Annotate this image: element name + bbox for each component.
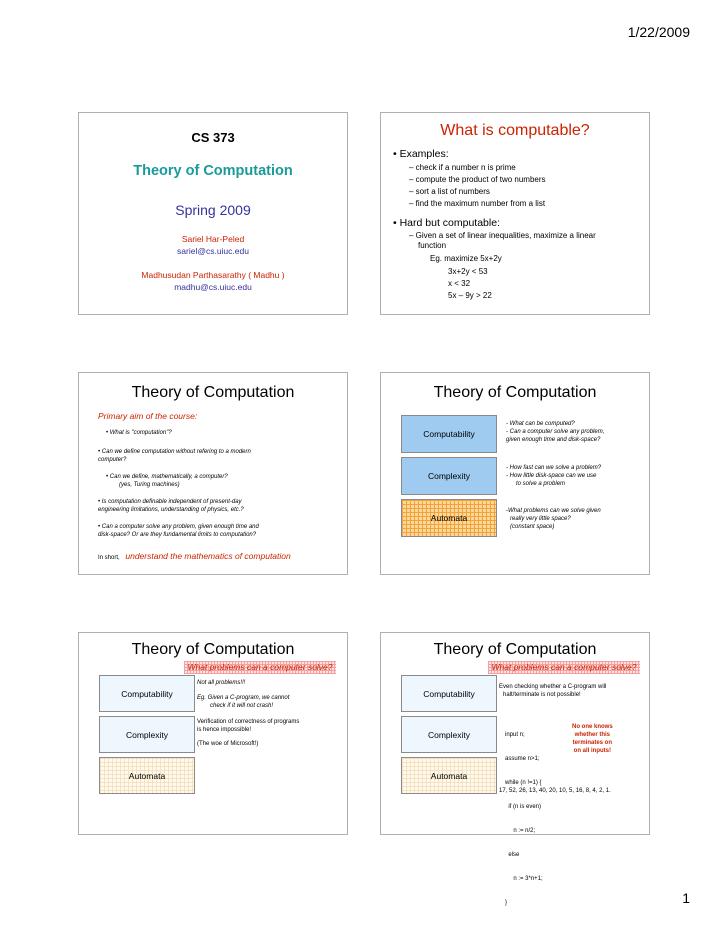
- question-banner: What problems can a computer solve?: [184, 661, 336, 674]
- in-short: In short, understand the mathematics of computation: [98, 551, 291, 561]
- slide-title: What is computable?: [440, 122, 590, 139]
- slide-what-problems: [78, 632, 348, 835]
- course-title: Theory of Computation: [133, 163, 293, 179]
- complexity-box: Complexity: [401, 716, 497, 753]
- examples-list: [409, 162, 546, 210]
- slide-halting: [380, 632, 650, 906]
- primary-aim: Primary aim of the course:: [98, 411, 198, 421]
- computability-box: Computability: [401, 415, 497, 453]
- instructor-1-email[interactable]: sariel@cs.uiuc.edu: [177, 246, 249, 256]
- instructor-2-email[interactable]: madhu@cs.uiuc.edu: [174, 282, 252, 292]
- instructor-2: Madhusudan Parthasarathy ( Madhu ): [141, 270, 285, 280]
- hard-item: – Given a set of linear inequalities, maximize a linear function: [409, 231, 596, 250]
- verification-note: Verification of correctness of programs is hence impossible!: [197, 719, 300, 733]
- automata-box: Automata: [99, 757, 195, 794]
- slide-title: Theory of Computation: [131, 641, 295, 658]
- list-item: – find the maximum number from a list: [409, 199, 546, 208]
- slide-title: Theory of Computation: [131, 384, 295, 401]
- automata-box: Automata: [401, 757, 497, 794]
- computability-notes: - What can be computed? - Can a computer solve any problem, given enough time and disk-space?: [506, 421, 605, 443]
- question-3: • Can we define, mathematically, a computer? (yes, Turing machines): [106, 474, 228, 488]
- course-term: Spring 2009: [175, 202, 251, 218]
- question-banner: What problems can a computer solve?: [488, 661, 640, 674]
- lp-constraints: 3x+2y < 53 x < 32 5x – 9y > 22: [448, 267, 492, 300]
- complexity-notes: - How fast can we solve a problem? - How little disk-space can we use to solve a problem: [506, 465, 602, 487]
- page-number: 1: [682, 890, 690, 906]
- slide-title: Theory of Computation: [433, 641, 597, 658]
- examples-heading: • Examples:: [393, 148, 449, 160]
- list-item: – check if a number n is prime: [409, 163, 516, 172]
- list-item: – sort a list of numbers: [409, 187, 490, 196]
- course-code: CS 373: [191, 130, 235, 145]
- slide-title: [78, 112, 348, 315]
- instructor-1: Sariel Har-Peled: [181, 234, 245, 244]
- microsoft-note: (The woe of Microsoft!): [197, 741, 259, 747]
- complexity-box: Complexity: [401, 457, 497, 495]
- page-date: 1/22/2009: [627, 24, 690, 40]
- slide-what-is-computable: [380, 112, 650, 315]
- lp-example: Eg. maximize 5x+2y: [430, 254, 502, 263]
- collatz-sequence: 17, 52, 26, 13, 40, 20, 10, 5, 16, 8, 4, 2, 1.: [499, 788, 611, 794]
- slide-title: Theory of Computation: [433, 384, 597, 401]
- automata-box: Automata: [401, 499, 497, 537]
- question-4: • Is computation definable independent of present-day engineering limitations, understanding of physics, etc.?: [98, 499, 244, 513]
- computability-box: Computability: [401, 675, 497, 712]
- halting-note: Even checking whether a C-program will halt/terminate is not possible!: [499, 684, 607, 698]
- computability-box: Computability: [99, 675, 195, 712]
- question-1: • What is "computation"?: [106, 430, 172, 436]
- crash-example: Eg. Given a C-program, we cannot check if it will not crash!: [197, 695, 290, 709]
- list-item: – compute the product of two numbers: [409, 175, 546, 184]
- hard-heading: • Hard but computable:: [393, 217, 500, 229]
- question-5: • Can a computer solve any problem, given enough time and disk-space? Or are they fundamental limits to computation?: [98, 524, 259, 538]
- no-one-knows-note: No one knows whether this terminates on on all inputs!: [572, 724, 613, 754]
- automata-notes: -What problems can we solve given really very little space? (constant space): [506, 508, 601, 530]
- question-2: • Can we define computation without refering to a modern computer?: [98, 449, 251, 463]
- complexity-box: Complexity: [99, 716, 195, 753]
- not-all-problems: Not all problems!!!: [197, 680, 246, 686]
- collatz-code: input n; assume n>1; while (n !=1) { if (n is even) n := n/2; else n := 3*n+1; }: [505, 732, 543, 906]
- slide-theory-aims: [78, 372, 348, 575]
- slide-theory-areas: [380, 372, 650, 575]
